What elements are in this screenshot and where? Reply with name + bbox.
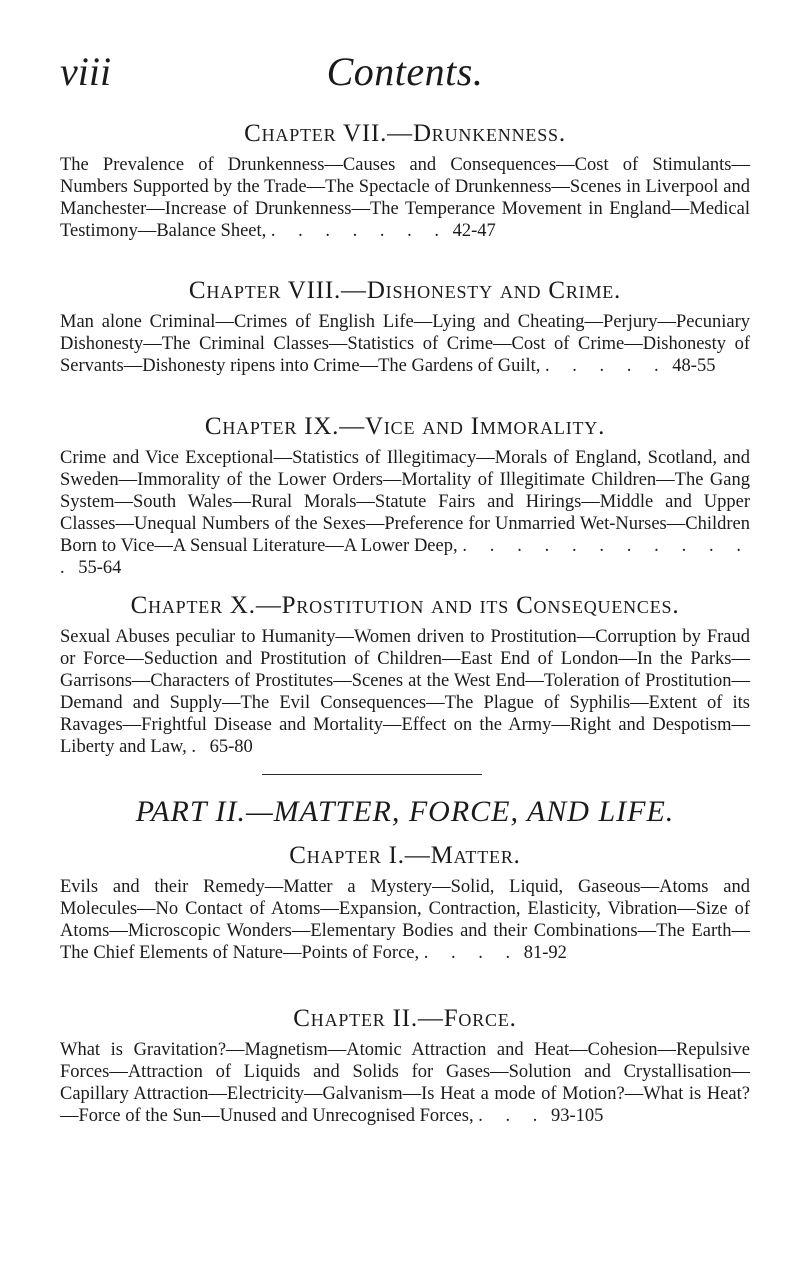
dot-leader: . . . . . . . . . . . . — [60, 536, 751, 578]
page-range: 93-105 — [550, 1106, 604, 1126]
page-range: 81-92 — [523, 943, 567, 963]
running-title: Contents. — [326, 49, 484, 94]
chapter-summary — [60, 447, 750, 579]
chapter-heading: Chapter VII.—Drunkenness. — [244, 120, 566, 147]
chapter-heading: Chapter II.—Force. — [293, 1005, 517, 1032]
page-range: 65-80 — [209, 737, 253, 757]
chapter-summary — [60, 626, 750, 758]
dot-leader: . — [191, 737, 205, 757]
summary-text: The Prevalence of Drunkenness—Causes and Consequences—Cost of Stimulants—Numbers Supported by the Trade—The Spectacle of Drunkenness—Scenes in Liverpool and Manchester—Increase of Drunkenness—The Temperance Movement in England—Medical Testimony—Balance Sheet, — [60, 155, 750, 241]
summary-text: What is Gravitation?—Magnetism—Atomic Attraction and Heat—Cohesion—Repulsive Forces—Attraction of Liquids and Solids for Gases—Solution and Crystallisation—Capillary Attraction—Electricity—Galvanism—Is Heat a mode of Motion?—What is Heat?—Force of the Sun—Unused and Unrecognised Forces, — [60, 1040, 750, 1126]
section-divider — [262, 774, 482, 775]
chapter-summary — [60, 1039, 750, 1127]
dot-leader: . . . . . — [545, 356, 668, 376]
chapter-summary — [60, 311, 750, 377]
chapter-heading: Chapter IX.—Vice and Immorality. — [204, 413, 606, 440]
page-header — [60, 48, 750, 112]
page-number: viii — [60, 49, 112, 94]
page-range: 42-47 — [452, 221, 496, 241]
dot-leader: . . . . — [423, 943, 520, 963]
page-range: 55-64 — [78, 558, 122, 578]
chapter-heading: Chapter I.—Matter. — [289, 842, 521, 869]
dot-leader: . . . . . . . — [270, 221, 449, 241]
summary-text: Evils and their Remedy—Matter a Mystery—Solid, Liquid, Gaseous—Atoms and Molecules—No Contact of Atoms—Expansion, Contraction, Elasticity, Vibration—Size of Atoms—Microscopic Wonders—Elementary Bodies and their Combinations—The Earth—The Chief Elements of Nature—Points of Force, — [60, 877, 750, 963]
summary-text: Man alone Criminal—Crimes of English Life—Lying and Cheating—Perjury—Pecuniary Dishonesty—The Criminal Classes—Statistics of Crime—Cost of Crime—Dishonesty of Servants—Dishonesty ripens into Crime—The Gardens of Guilt, — [60, 312, 750, 376]
chapter-summary — [60, 154, 750, 242]
dot-leader: . . . — [478, 1106, 547, 1126]
chapter-heading: Chapter VIII.—Dishonesty and Crime. — [188, 277, 622, 304]
chapter-heading: Chapter X.—Prostitution and its Consequences. — [130, 592, 680, 619]
part-heading: PART II.—MATTER, FORCE, AND LIFE. — [135, 795, 675, 828]
summary-text: Crime and Vice Exceptional—Statistics of Illegitimacy—Morals of England, Scotland, and Sweden—Immorality of the Lower Orders—Mortality of Illegitimate Children—The Gang System—South Wales—Rural Morals—Statute Fairs and Hirings—Middle and Upper Classes—Unequal Numbers of the Sexes—Preference for Unmarried Wet-Nurses—Children Born to Vice—A Sensual Literature—A Lower Deep, — [60, 448, 750, 556]
page-range: 48-55 — [672, 356, 716, 376]
chapter-summary — [60, 876, 750, 964]
summary-text: Sexual Abuses peculiar to Humanity—Women driven to Prostitution—Corruption by Fraud or Force—Seduction and Prostitution of Children—East End of London—In the Parks—Garrisons—Characters of Prostitutes—Scenes at the West End—Toleration of Prostitution—Demand and Supply—The Evil Consequences—The Plague of Syphilis—Extent of its Ravages—Frightful Disease and Mortality—Effect on the Army—Right and Despotism—Liberty and Law, — [60, 627, 750, 757]
